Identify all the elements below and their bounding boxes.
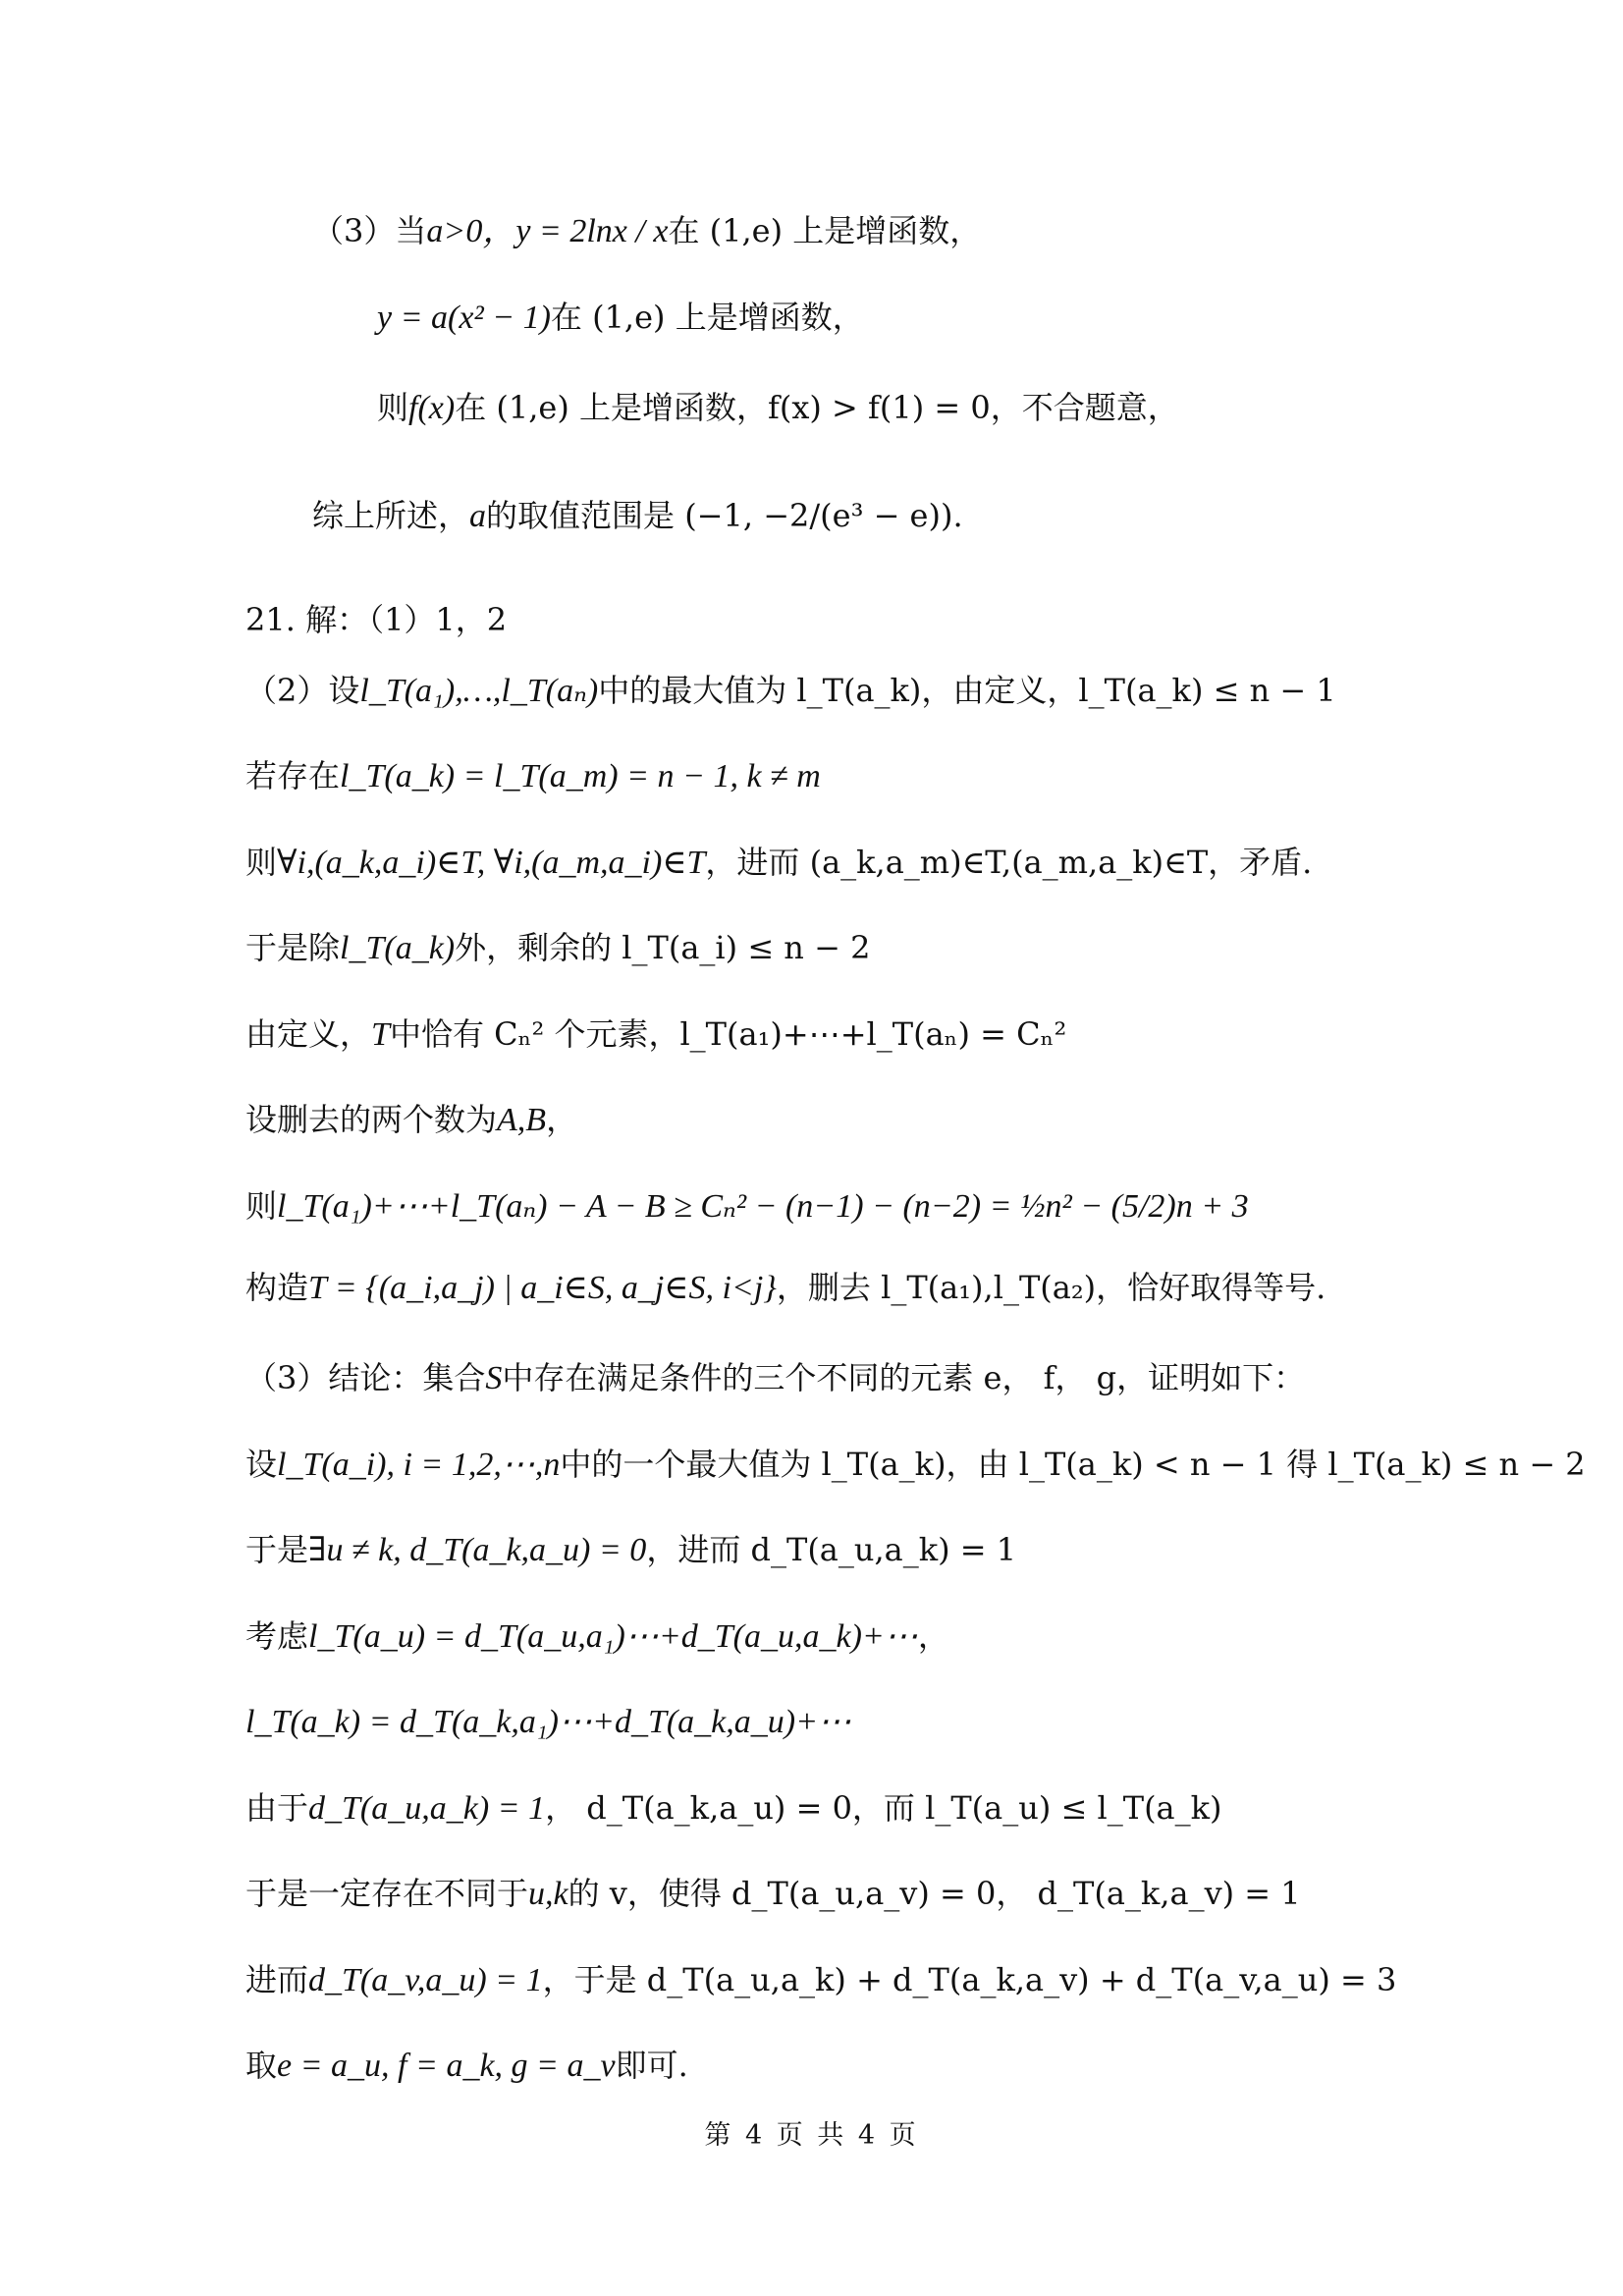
q21-3-line8: 进而d_T(a_v,a_u) = 1，于是 d_T(a_u,a_k) + d_T(a_k,a_v) + d_T(a_v,a_u) = 3 [245, 1961, 1397, 1998]
part3-line3: 则f(x)在 (1,e) 上是增函数，f(x) > f(1) = 0，不合题意， [377, 389, 1179, 426]
q21-2-line5: 由定义，T中恰有 Cₙ² 个元素，l_T(a₁)+⋯+l_T(aₙ) = Cₙ² [245, 1015, 1067, 1053]
q21-3-line7: 于是一定存在不同于u,k的 v，使得 d_T(a_u,a_v) = 0， d_T(a_k,a_v) = 1 [245, 1875, 1301, 1912]
q21-2-line8: 构造T = {(a_i,a_j) | a_i∈S, a_j∈S, i<j}，删去 l_T(a₁),l_T(a₂)，恰好取得等号. [245, 1269, 1326, 1306]
q21-3-line9: 取e = a_u, f = a_k, g = a_v即可. [245, 2047, 688, 2084]
q21-3-line5: l_T(a_k) = d_T(a_k,a₁)⋯+d_T(a_k,a_u)+⋯ [245, 1704, 852, 1740]
q21-3-line6: 由于d_T(a_u,a_k) = 1， d_T(a_k,a_u) = 0，而 l_T(a_u) ≤ l_T(a_k) [245, 1789, 1222, 1827]
q21-3-line3: 于是∃u ≠ k, d_T(a_k,a_u) = 0，进而 d_T(a_u,a_k) = 1 [245, 1531, 1017, 1568]
q21-2-line4: 于是除l_T(a_k)外，剩余的 l_T(a_i) ≤ n − 2 [245, 929, 871, 966]
q21-2-line3: 则∀i,(a_k,a_i)∈T, ∀i,(a_m,a_i)∈T，进而 (a_k,a_m)∈T,(a_m,a_k)∈T，矛盾. [245, 844, 1313, 881]
q21-2-line2: 若存在l_T(a_k) = l_T(a_m) = n − 1, k ≠ m [245, 757, 821, 794]
q21-2-line1: （2）设l_T(a₁),…,l_T(aₙ)中的最大值为 l_T(a_k)，由定义，l_T(a_k) ≤ n − 1 [245, 672, 1336, 709]
part3-head: （3）当a>0，y = 2lnx / x在 (1,e) 上是增函数， [312, 212, 982, 249]
q21-3-line4: 考虑l_T(a_u) = d_T(a_u,a₁)⋯+d_T(a_u,a_k)+⋯， [245, 1617, 949, 1655]
q21-3-line2: 设l_T(a_i), i = 1,2,⋯,n中的一个最大值为 l_T(a_k)，由 l_T(a_k) < n − 1 得 l_T(a_k) ≤ n − 2 [245, 1446, 1586, 1483]
page-footer: 第 4 页 共 4 页 [704, 2120, 919, 2151]
q21-2-line7: 则l_T(a₁)+⋯+l_T(aₙ) − A − B ≥ Cₙ² − (n−1) − (n−2) = ½n² − (5/2)n + 3 [245, 1187, 1249, 1225]
q21-heading: 21. 解：（1）1，2 [245, 601, 508, 638]
q21-3-line1: （3）结论：集合S中存在满足条件的三个不同的元素 e， f， g，证明如下： [245, 1359, 1306, 1396]
part3-conclusion: 综上所述，a的取值范围是 (−1, −2/(e³ − e)). [312, 497, 963, 534]
q21-2-line6: 设删去的两个数为A,B， [245, 1101, 578, 1138]
part3-line2: y = a(x² − 1)在 (1,e) 上是增函数， [377, 299, 864, 336]
